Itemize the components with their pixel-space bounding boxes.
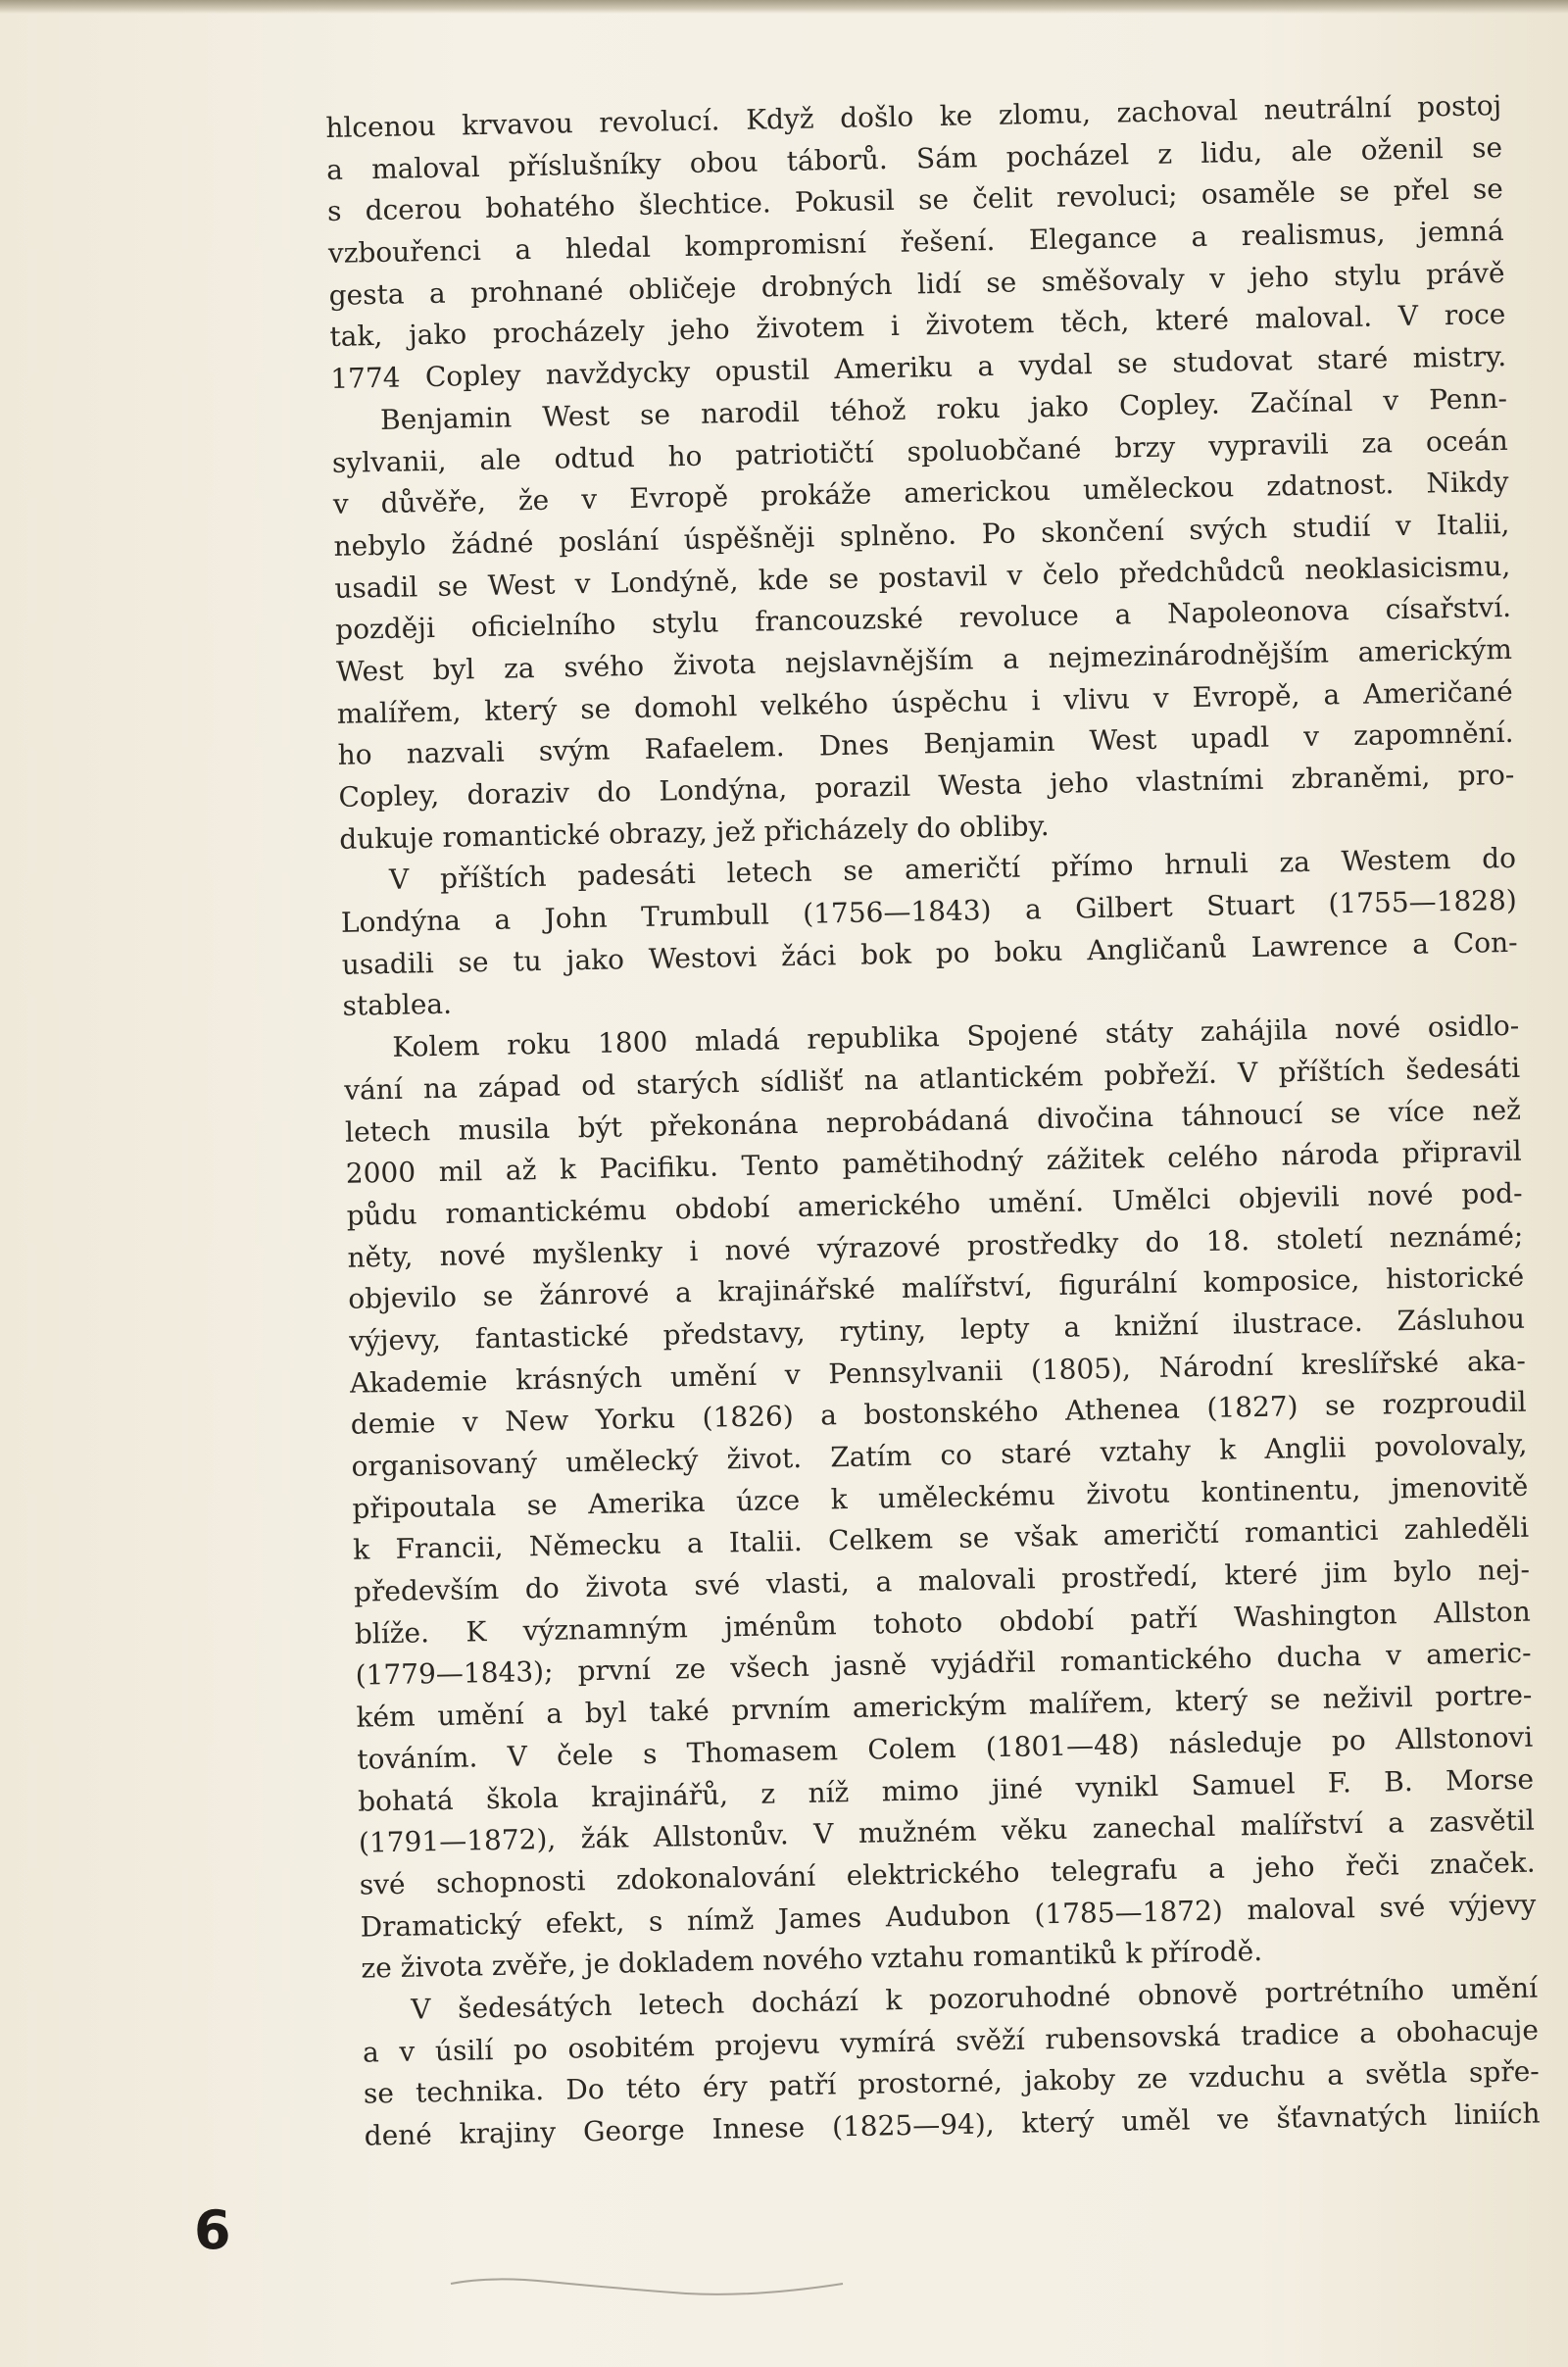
text-line: bohatá škola krajinářů, z níž mimo jiné vynikl Samuel F. B. Morse bbox=[357, 1762, 1535, 1818]
text-line: sylvanii, ale odtud ho patriotičtí spoluobčané brzy vypravili za oceán bbox=[331, 423, 1509, 479]
text-line: V příštích padesáti letech se američtí přímo hrnuli za Westem do bbox=[388, 842, 1517, 897]
text-line: ze života zvěře, je dokladem nového vztahu romantiků k přírodě. bbox=[361, 1935, 1263, 1985]
text-line: dené krajiny George Innese (1825—94), který uměl ve šťavnatých liniích bbox=[364, 2096, 1541, 2152]
text-line: výjevy, fantastické představy, rytiny, lepty a knižní ilustrace. Zásluhou bbox=[348, 1302, 1526, 1357]
text-line: později oficielního stylu francouzské revoluce a Napoleonova císařství. bbox=[334, 591, 1512, 647]
text-line: letech musila být překonána neprobádaná divočina táhnoucí se více než bbox=[344, 1093, 1522, 1149]
text-line: 2000 mil až k Pacifiku. Tento pamětihodný zážitek celého národa připravil bbox=[345, 1134, 1522, 1190]
pen-underline-mark bbox=[431, 2254, 1117, 2313]
text-line: West byl za svého života nejslavnějším a nejmezinárodnějším americkým bbox=[335, 632, 1513, 688]
text-line: demie v New Yorku (1826) a bostonského Athenea (1827) se rozproudil bbox=[350, 1386, 1527, 1442]
text-line: Benjamin West se narodil téhož roku jako Copley. Začínal v Penn- bbox=[379, 381, 1508, 436]
text-line: gesta a prohnané obličeje drobných lidí se směšovaly v jeho stylu právě bbox=[328, 256, 1505, 312]
text-line: továním. V čele s Thomasem Colem (1801—48) následuje po Allstonovi bbox=[357, 1720, 1534, 1776]
text-line: V šedesátých letech dochází k pozoruhodné obnově portrétního umění bbox=[410, 1971, 1539, 2026]
text-line: Londýna a John Trumbull (1756—1843) a Gilbert Stuart (1755—1828) bbox=[340, 883, 1518, 939]
text-line: především do života své vlasti, a malovali prostředí, které jim bylo nej- bbox=[353, 1553, 1531, 1608]
text-line: a v úsilí po osobitém projevu vymírá svěží rubensovská tradice a obohacuje bbox=[362, 2013, 1540, 2069]
page-number: 6 bbox=[194, 2199, 231, 2261]
text-line: k Francii, Německu a Italii. Celkem se však američtí romantici zahleděli bbox=[352, 1511, 1530, 1567]
body-text bbox=[325, 85, 1541, 2157]
text-line: vzbouřenci a hledal kompromisní řešení. Elegance a realismus, jemná bbox=[327, 215, 1504, 271]
text-line: usadili se tu jako Westovi žáci bok po boku Angličanů Lawrence a Con- bbox=[341, 925, 1518, 981]
text-line: své schopnosti zdokonalování elektrického telegrafu a jeho řeči značek. bbox=[359, 1846, 1536, 1901]
page-top-edge bbox=[0, 0, 1568, 14]
text-line: dukuje romantické obrazy, jež přicházely do obliby. bbox=[339, 809, 1050, 856]
text-line: připoutala se Amerika úzce k uměleckému životu kontinentu, jmenovitě bbox=[352, 1469, 1529, 1525]
text-line: vání na západ od starých sídlišť na atlantickém pobřeží. V příštích šedesáti bbox=[343, 1051, 1521, 1107]
text-line: a maloval příslušníky obou táborů. Sám pocházel z lidu, ale oženil se bbox=[325, 130, 1503, 186]
text-line: (1779—1843); první ze všech jasně vyjádřil romantického ducha v americ- bbox=[355, 1637, 1532, 1693]
text-line: objevilo se žánrové a krajinářské malířství, figurální komposice, historické bbox=[348, 1259, 1525, 1316]
text-line: Copley, doraziv do Londýna, porazil Westa jeho vlastními zbraněmi, pro- bbox=[338, 758, 1515, 814]
text-line: blíže. K významným jménům tohoto období patří Washington Allston bbox=[354, 1595, 1531, 1651]
text-line: kém umění a byl také prvním americkým malířem, který se neživil portre- bbox=[356, 1678, 1533, 1734]
text-line: stablea. bbox=[342, 988, 453, 1023]
text-line: 1774 Copley navždycky opustil Ameriku a vydal se studovat staré mistry. bbox=[329, 340, 1507, 396]
text-line: organisovaný umělecký život. Zatím co staré vztahy k Anglii povolovaly, bbox=[351, 1427, 1528, 1483]
text-line: nebylo žádné poslání úspěšněji splněno. Po skončení svých studií v Italii, bbox=[333, 507, 1510, 563]
text-line: Kolem roku 1800 mladá republika Spojené státy zahájila nové osidlo- bbox=[392, 1009, 1520, 1063]
text-line: s dcerou bohatého šlechtice. Pokusil se čelit revoluci; osaměle se přel se bbox=[326, 173, 1504, 228]
text-line: ho nazvali svým Rafaelem. Dnes Benjamin West upadl v zapomnění. bbox=[337, 716, 1514, 772]
text-line: půdu romantickému období amerického umění. Umělci objevili nové pod- bbox=[346, 1176, 1523, 1232]
text-line: se technika. Do této éry patří prostorné, jakoby ze vzduchu a světla spře- bbox=[363, 2054, 1541, 2110]
text-line: malířem, který se domohl velkého úspěchu i vlivu v Evropě, a Američané bbox=[336, 674, 1513, 730]
text-line: usadil se West v Londýně, kde se postavil v čelo předchůdců neoklasicismu, bbox=[334, 549, 1511, 605]
text-line: hlcenou krvavou revolucí. Když došlo ke zlomu, zachoval neutrální postoj bbox=[325, 88, 1502, 144]
text-line: v důvěře, že v Evropě prokáže americkou uměleckou zdatnost. Nikdy bbox=[332, 466, 1509, 521]
text-line: Dramatický efekt, s nímž James Audubon (1785—1872) maloval své výjevy bbox=[360, 1888, 1537, 1944]
text-line: Akademie krásných umění v Pennsylvanii (1805), Národní kreslířské aka- bbox=[349, 1344, 1527, 1400]
text-line: (1791—1872), žák Allstonův. V mužném věku zanechal malířství a zasvětil bbox=[358, 1803, 1536, 1859]
text-line: něty, nové myšlenky i nové výrazové prostředky do 18. století neznámé; bbox=[347, 1218, 1524, 1274]
text-line: tak, jako procházely jeho životem i životem těch, které maloval. V roce bbox=[329, 298, 1506, 354]
